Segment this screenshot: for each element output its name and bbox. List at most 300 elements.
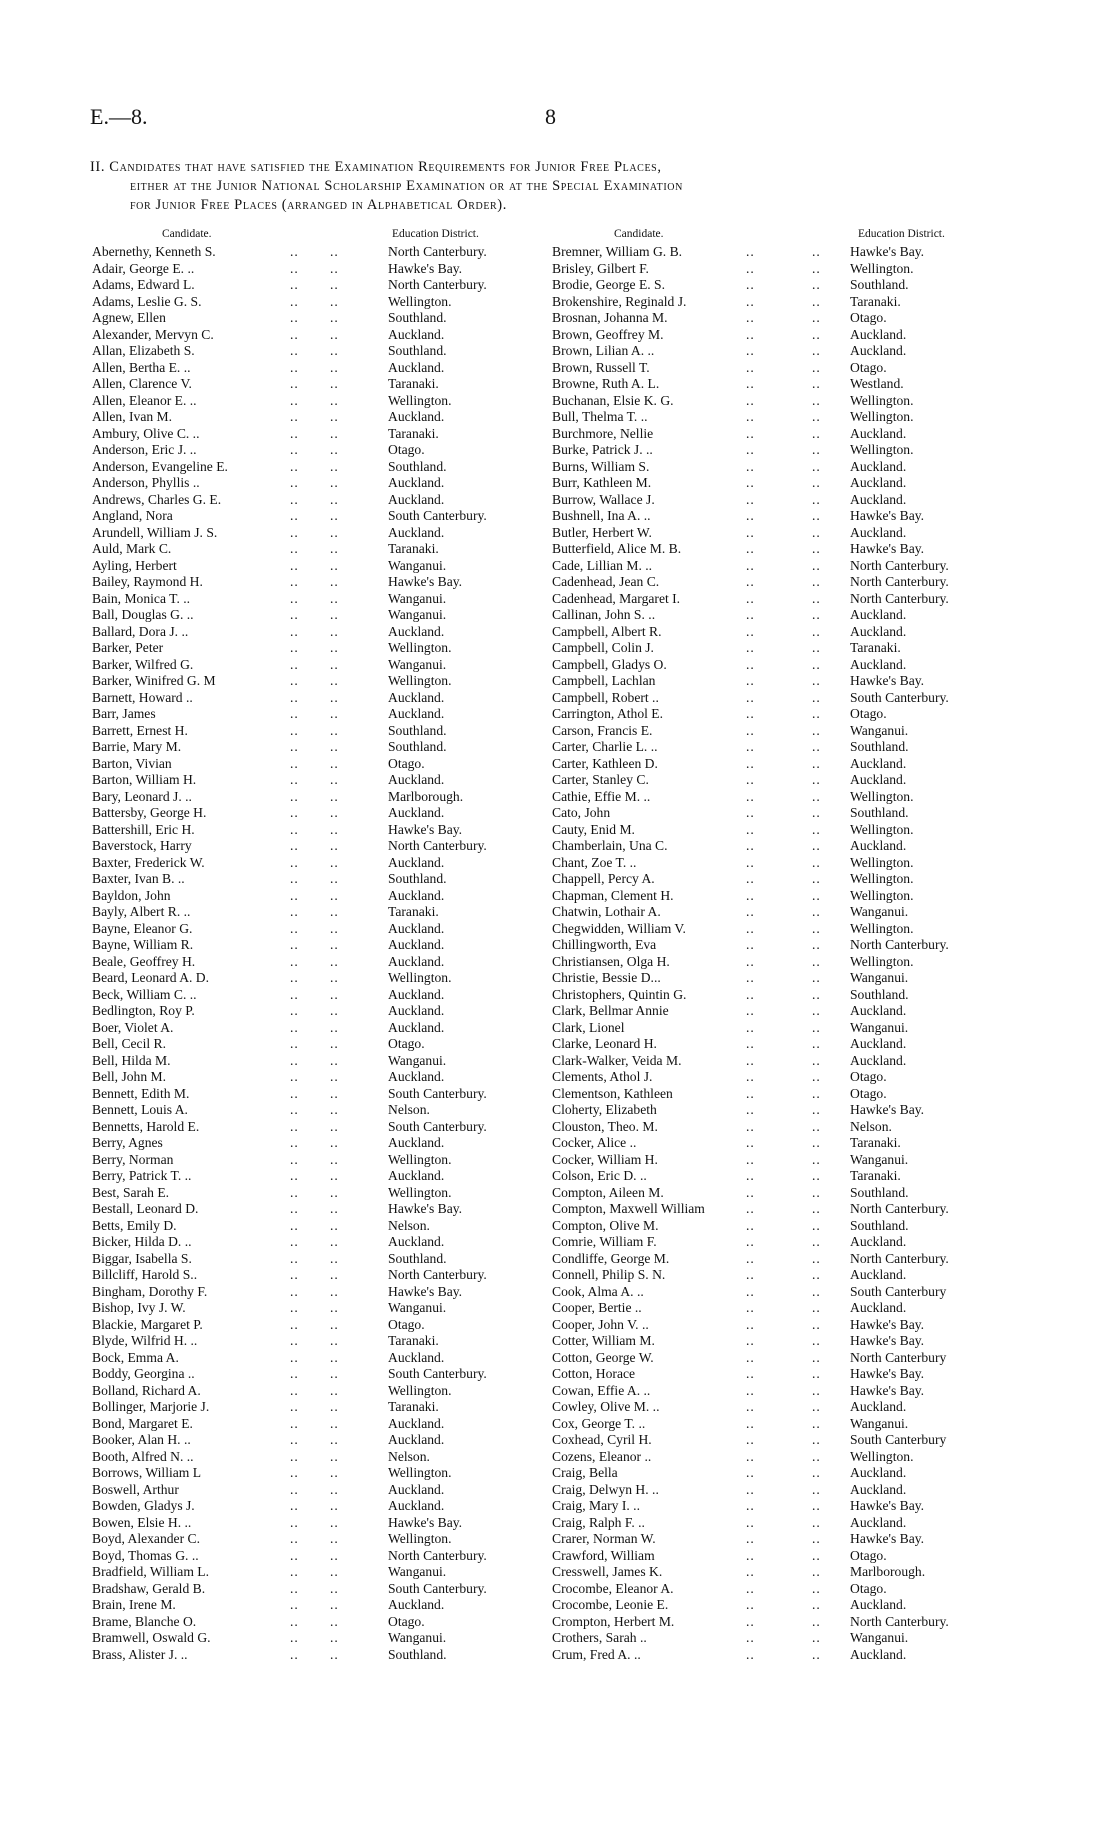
candidate-name: Bary, Leonard J. .. bbox=[92, 788, 192, 804]
candidate-name: Chappell, Percy A. bbox=[552, 871, 655, 886]
leader-dots: .. bbox=[746, 1580, 755, 1596]
list-item bbox=[92, 492, 552, 509]
education-district: Auckland. bbox=[388, 1168, 445, 1183]
candidate-name: Adams, Leslie G. S. bbox=[92, 293, 202, 309]
leader-dots: .. bbox=[746, 1613, 755, 1629]
leader-dots: .. bbox=[746, 1003, 755, 1018]
candidate-name: Campbell, Lachlan bbox=[552, 673, 656, 688]
candidate-name: Colson, Eric D. .. bbox=[552, 1168, 647, 1183]
leader-dots: .. bbox=[290, 1382, 299, 1398]
education-district: Southland. bbox=[850, 277, 909, 292]
list-item bbox=[92, 1036, 552, 1053]
leader-dots: .. bbox=[812, 1250, 821, 1266]
leader-dots: .. bbox=[290, 1135, 299, 1150]
candidate-name: Barrett, Ernest H. bbox=[92, 722, 188, 738]
leader-dots: .. bbox=[746, 1415, 755, 1431]
candidate-name: Barrie, Mary M. bbox=[92, 739, 182, 754]
education-district: South Canterbury. bbox=[388, 508, 487, 523]
candidate-name: Allen, Clarence V. bbox=[92, 376, 192, 391]
leader-dots: .. bbox=[290, 326, 299, 342]
candidate-name: Crocombe, Leonie E. bbox=[552, 1597, 669, 1612]
education-district: Hawke's Bay. bbox=[850, 1316, 925, 1332]
candidate-name: Chatwin, Lothair A. bbox=[552, 904, 661, 919]
list-item bbox=[92, 1234, 552, 1251]
candidate-name: Carter, Kathleen D. bbox=[552, 755, 658, 771]
list-item bbox=[92, 1614, 552, 1631]
leader-dots: .. bbox=[746, 1547, 755, 1563]
education-district: Hawke's Bay. bbox=[850, 1498, 925, 1513]
education-district: South Canterbury. bbox=[388, 1580, 487, 1596]
candidate-name: Christiansen, Olga H. bbox=[552, 953, 670, 969]
candidate-name: Cauty, Enid M. bbox=[552, 821, 635, 837]
leader-dots: .. bbox=[330, 706, 339, 721]
leader-dots: .. bbox=[330, 689, 339, 705]
leader-dots: .. bbox=[290, 937, 299, 952]
education-district: Auckland. bbox=[850, 1267, 907, 1282]
candidate-name: Ball, Douglas G. .. bbox=[92, 607, 194, 622]
candidate-name: Clark, Bellmar Annie bbox=[552, 1003, 669, 1018]
list-item bbox=[92, 310, 552, 327]
column-header bbox=[92, 228, 552, 244]
education-district: Marlborough. bbox=[850, 1564, 926, 1579]
candidate-name: Bushnell, Ina A. .. bbox=[552, 508, 651, 523]
leader-dots: .. bbox=[330, 1201, 339, 1216]
candidate-name: Bennett, Edith M. bbox=[92, 1085, 190, 1101]
candidate-name: Bradshaw, Gerald B. bbox=[92, 1580, 206, 1596]
candidate-name: Barnett, Howard .. bbox=[92, 689, 193, 705]
list-item bbox=[92, 624, 552, 641]
leader-dots: .. bbox=[812, 260, 821, 276]
leader-dots: .. bbox=[290, 277, 299, 292]
candidate-name: Craig, Ralph F. .. bbox=[552, 1514, 645, 1530]
education-district: Wanganui. bbox=[850, 970, 909, 985]
leader-dots: .. bbox=[746, 904, 755, 919]
leader-dots: .. bbox=[812, 689, 821, 705]
list-item bbox=[92, 1300, 552, 1317]
candidate-name: Clark, Lionel bbox=[552, 1019, 625, 1035]
leader-dots: .. bbox=[290, 508, 299, 523]
right-list bbox=[552, 244, 1012, 1663]
education-district: Auckland. bbox=[850, 343, 907, 358]
education-district: North Canterbury. bbox=[850, 1201, 949, 1216]
education-district: Wellington. bbox=[850, 1448, 914, 1464]
candidate-name: Alexander, Mervyn C. bbox=[92, 326, 214, 342]
leader-dots: .. bbox=[746, 1102, 755, 1117]
leader-dots: .. bbox=[290, 871, 299, 886]
leader-dots: .. bbox=[330, 376, 339, 391]
candidate-name: Allan, Elizabeth S. bbox=[92, 343, 195, 358]
leader-dots: .. bbox=[746, 673, 755, 688]
education-district: Otago. bbox=[388, 1316, 425, 1332]
list-item bbox=[92, 805, 552, 822]
leader-dots: .. bbox=[812, 1168, 821, 1183]
candidate-name: Angland, Nora bbox=[92, 508, 173, 523]
leader-dots: .. bbox=[330, 1085, 339, 1101]
education-district: Wellington. bbox=[388, 1382, 452, 1398]
leader-dots: .. bbox=[290, 1300, 299, 1315]
leader-dots: .. bbox=[812, 392, 821, 408]
leader-dots: .. bbox=[812, 491, 821, 507]
leader-dots: .. bbox=[746, 1036, 755, 1051]
list-item bbox=[552, 343, 1012, 360]
leader-dots: .. bbox=[330, 656, 339, 672]
leader-dots: .. bbox=[290, 1613, 299, 1629]
leader-dots: .. bbox=[812, 1366, 821, 1381]
list-item bbox=[92, 855, 552, 872]
list-item bbox=[552, 888, 1012, 905]
education-district: North Canterbury. bbox=[850, 574, 949, 589]
leader-dots: .. bbox=[746, 541, 755, 556]
education-district: Southland. bbox=[850, 986, 909, 1002]
leader-dots: .. bbox=[330, 821, 339, 837]
leader-dots: .. bbox=[330, 1580, 339, 1596]
candidate-name: Adair, George E. .. bbox=[92, 260, 195, 276]
leader-dots: .. bbox=[746, 1432, 755, 1447]
leader-dots: .. bbox=[330, 326, 339, 342]
candidate-name: Chillingworth, Eva bbox=[552, 937, 657, 952]
leader-dots: .. bbox=[330, 1448, 339, 1464]
list-item bbox=[552, 409, 1012, 426]
leader-dots: .. bbox=[746, 574, 755, 589]
education-district: Wanganui. bbox=[388, 1300, 447, 1315]
candidate-name: Best, Sarah E. bbox=[92, 1184, 170, 1200]
leader-dots: .. bbox=[746, 1630, 755, 1645]
leader-dots: .. bbox=[812, 1448, 821, 1464]
education-district: Wellington. bbox=[850, 392, 914, 408]
education-district: Wellington. bbox=[850, 887, 914, 903]
education-district: Otago. bbox=[850, 310, 887, 325]
list-item bbox=[552, 1036, 1012, 1053]
education-district: Wanganui. bbox=[388, 1630, 447, 1645]
leader-dots: .. bbox=[812, 755, 821, 771]
leader-dots: .. bbox=[812, 1432, 821, 1447]
candidate-name: Agnew, Ellen bbox=[92, 310, 166, 325]
leader-dots: .. bbox=[812, 1630, 821, 1645]
list-item bbox=[92, 327, 552, 344]
education-district: Hawke's Bay. bbox=[850, 1102, 925, 1117]
leader-dots: .. bbox=[330, 1646, 339, 1662]
leader-dots: .. bbox=[290, 640, 299, 655]
leader-dots: .. bbox=[746, 1448, 755, 1464]
leader-dots: .. bbox=[330, 920, 339, 936]
list-item bbox=[92, 1366, 552, 1383]
candidate-name: Carter, Stanley C. bbox=[552, 772, 649, 787]
leader-dots: .. bbox=[290, 1514, 299, 1530]
candidate-name: Brosnan, Johanna M. bbox=[552, 310, 668, 325]
leader-dots: .. bbox=[330, 1564, 339, 1579]
leader-dots: .. bbox=[330, 442, 339, 457]
list-item bbox=[92, 360, 552, 377]
education-district: North Canterbury. bbox=[388, 1267, 487, 1282]
list-item bbox=[552, 1020, 1012, 1037]
education-district: Wellington. bbox=[850, 920, 914, 936]
candidate-name: Brokenshire, Reginald J. bbox=[552, 293, 687, 309]
education-district: Otago. bbox=[388, 755, 425, 771]
leader-dots: .. bbox=[812, 788, 821, 804]
leader-dots: .. bbox=[746, 772, 755, 787]
leader-dots: .. bbox=[290, 1465, 299, 1480]
leader-dots: .. bbox=[290, 689, 299, 705]
education-district: Taranaki. bbox=[388, 904, 439, 919]
education-district: Otago. bbox=[850, 706, 887, 721]
leader-dots: .. bbox=[746, 326, 755, 342]
list-item bbox=[92, 871, 552, 888]
list-item bbox=[552, 1267, 1012, 1284]
education-district: Auckland. bbox=[850, 1646, 907, 1662]
leader-dots: .. bbox=[330, 277, 339, 292]
education-district: Southland. bbox=[388, 343, 447, 358]
candidate-name: Craig, Bella bbox=[552, 1465, 618, 1480]
list-item bbox=[92, 1350, 552, 1367]
candidate-name: Brown, Lilian A. .. bbox=[552, 343, 655, 358]
candidate-name: Bedlington, Roy P. bbox=[92, 1003, 195, 1018]
list-item bbox=[552, 558, 1012, 575]
leader-dots: .. bbox=[290, 343, 299, 358]
list-item bbox=[92, 1168, 552, 1185]
education-district: Wanganui. bbox=[388, 1564, 447, 1579]
list-item bbox=[92, 706, 552, 723]
leader-dots: .. bbox=[746, 788, 755, 804]
leader-dots: .. bbox=[746, 1399, 755, 1414]
leader-dots: .. bbox=[746, 1184, 755, 1200]
leader-dots: .. bbox=[330, 1234, 339, 1249]
candidate-name: Abernethy, Kenneth S. bbox=[92, 244, 216, 259]
list-item bbox=[92, 921, 552, 938]
leader-dots: .. bbox=[290, 1217, 299, 1233]
education-district: Otago. bbox=[850, 359, 887, 375]
education-district: Hawke's Bay. bbox=[388, 260, 463, 276]
candidate-name: Cox, George T. .. bbox=[552, 1415, 646, 1431]
leader-dots: .. bbox=[290, 986, 299, 1002]
leader-dots: .. bbox=[330, 673, 339, 688]
list-item bbox=[92, 426, 552, 443]
list-item bbox=[552, 723, 1012, 740]
candidate-header: Candidate. bbox=[162, 228, 212, 240]
leader-dots: .. bbox=[812, 1514, 821, 1530]
candidate-name: Chegwidden, William V. bbox=[552, 920, 686, 936]
leader-dots: .. bbox=[290, 1234, 299, 1249]
leader-dots: .. bbox=[812, 541, 821, 556]
column-header bbox=[552, 228, 1012, 244]
leader-dots: .. bbox=[746, 1300, 755, 1315]
candidate-name: Brown, Geoffrey M. bbox=[552, 326, 664, 342]
education-district: Otago. bbox=[388, 1613, 425, 1629]
education-district: Auckland. bbox=[388, 1415, 445, 1431]
list-item bbox=[552, 1053, 1012, 1070]
education-district: South Canterbury bbox=[850, 1283, 947, 1299]
leader-dots: .. bbox=[812, 871, 821, 886]
leader-dots: .. bbox=[746, 557, 755, 573]
candidate-name: Borrows, William L bbox=[92, 1465, 202, 1480]
education-district: Taranaki. bbox=[388, 376, 439, 391]
list-item bbox=[552, 690, 1012, 707]
list-item bbox=[552, 838, 1012, 855]
education-district: South Canterbury. bbox=[850, 689, 949, 705]
leader-dots: .. bbox=[330, 1250, 339, 1266]
education-district: Auckland. bbox=[850, 326, 907, 342]
education-district: North Canterbury. bbox=[850, 937, 949, 952]
leader-dots: .. bbox=[812, 805, 821, 820]
list-item bbox=[552, 393, 1012, 410]
left-column bbox=[92, 228, 552, 1663]
leader-dots: .. bbox=[290, 1498, 299, 1513]
leader-dots: .. bbox=[330, 293, 339, 309]
education-district: Wanganui. bbox=[850, 1019, 909, 1035]
candidate-name: Blackie, Margaret P. bbox=[92, 1316, 203, 1332]
candidate-name: Cotton, George W. bbox=[552, 1349, 654, 1365]
list-item bbox=[552, 739, 1012, 756]
leader-dots: .. bbox=[812, 425, 821, 441]
leader-dots: .. bbox=[812, 409, 821, 424]
leader-dots: .. bbox=[330, 805, 339, 820]
list-item bbox=[92, 1201, 552, 1218]
list-item bbox=[92, 1630, 552, 1647]
candidate-name: Connell, Philip S. N. bbox=[552, 1267, 666, 1282]
leader-dots: .. bbox=[812, 1069, 821, 1084]
education-district: Taranaki. bbox=[850, 293, 901, 309]
leader-dots: .. bbox=[812, 1102, 821, 1117]
candidate-name: Boyd, Alexander C. bbox=[92, 1531, 200, 1546]
candidate-name: Barker, Wilfred G. bbox=[92, 656, 194, 672]
leader-dots: .. bbox=[746, 1201, 755, 1216]
leader-dots: .. bbox=[330, 1415, 339, 1431]
education-district: Southland. bbox=[388, 722, 447, 738]
left-list bbox=[92, 244, 552, 1663]
education-district: Auckland. bbox=[850, 755, 907, 771]
education-district: Nelson. bbox=[388, 1448, 430, 1464]
leader-dots: .. bbox=[746, 970, 755, 985]
leader-dots: .. bbox=[330, 590, 339, 606]
education-district: Taranaki. bbox=[388, 1333, 439, 1348]
education-district: North Canterbury. bbox=[388, 1547, 487, 1563]
district-header: Education District. bbox=[858, 228, 945, 240]
list-item bbox=[552, 1449, 1012, 1466]
leader-dots: .. bbox=[746, 590, 755, 606]
leader-dots: .. bbox=[290, 1201, 299, 1216]
leader-dots: .. bbox=[812, 706, 821, 721]
education-district: Auckland. bbox=[850, 524, 907, 540]
page-number: 8 bbox=[545, 104, 556, 129]
leader-dots: .. bbox=[812, 673, 821, 688]
candidate-name: Booth, Alfred N. .. bbox=[92, 1448, 194, 1464]
education-district: Taranaki. bbox=[850, 1135, 901, 1150]
leader-dots: .. bbox=[330, 755, 339, 771]
leader-dots: .. bbox=[330, 1283, 339, 1299]
leader-dots: .. bbox=[746, 1366, 755, 1381]
list-item bbox=[92, 459, 552, 476]
education-district: Southland. bbox=[388, 458, 447, 474]
education-district: Auckland. bbox=[850, 838, 907, 853]
candidate-name: Boddy, Georgina .. bbox=[92, 1366, 195, 1381]
leader-dots: .. bbox=[812, 821, 821, 837]
leader-dots: .. bbox=[290, 854, 299, 870]
education-district: Wanganui. bbox=[388, 590, 447, 606]
leader-dots: .. bbox=[812, 1465, 821, 1480]
candidate-name: Bayly, Albert R. .. bbox=[92, 904, 191, 919]
list-item bbox=[552, 1647, 1012, 1664]
candidate-name: Cadenhead, Jean C. bbox=[552, 574, 660, 589]
candidate-name: Burchmore, Nellie bbox=[552, 425, 654, 441]
education-district: Otago. bbox=[850, 1547, 887, 1563]
list-item bbox=[92, 1449, 552, 1466]
candidate-name: Callinan, John S. .. bbox=[552, 607, 656, 622]
education-district: Nelson. bbox=[388, 1217, 430, 1233]
leader-dots: .. bbox=[330, 788, 339, 804]
education-district: Southland. bbox=[850, 1184, 909, 1200]
leader-dots: .. bbox=[330, 1531, 339, 1546]
leader-dots: .. bbox=[812, 1399, 821, 1414]
leader-dots: .. bbox=[330, 1184, 339, 1200]
leader-dots: .. bbox=[746, 1019, 755, 1035]
leader-dots: .. bbox=[330, 1151, 339, 1167]
leader-dots: .. bbox=[290, 1333, 299, 1348]
page-reference: E.—8. bbox=[90, 104, 148, 129]
leader-dots: .. bbox=[290, 739, 299, 754]
leader-dots: .. bbox=[330, 541, 339, 556]
candidate-name: Campbell, Albert R. bbox=[552, 623, 662, 639]
candidate-name: Bull, Thelma T. .. bbox=[552, 409, 648, 424]
education-district: Hawke's Bay. bbox=[850, 541, 925, 556]
education-district: Auckland. bbox=[850, 1234, 907, 1249]
leader-dots: .. bbox=[746, 1382, 755, 1398]
candidate-name: Coxhead, Cyril H. bbox=[552, 1432, 652, 1447]
list-item bbox=[92, 1086, 552, 1103]
education-district: Auckland. bbox=[388, 953, 445, 969]
leader-dots: .. bbox=[290, 1531, 299, 1546]
candidate-name: Ayling, Herbert bbox=[92, 557, 177, 573]
leader-dots: .. bbox=[812, 739, 821, 754]
list-item bbox=[92, 1185, 552, 1202]
education-district: North Canterbury. bbox=[388, 244, 487, 259]
leader-dots: .. bbox=[812, 607, 821, 622]
candidate-name: Craig, Mary I. .. bbox=[552, 1498, 640, 1513]
list-item bbox=[92, 1515, 552, 1532]
leader-dots: .. bbox=[330, 1366, 339, 1381]
list-item bbox=[552, 459, 1012, 476]
education-district: North Canterbury. bbox=[850, 557, 949, 573]
list-item bbox=[92, 1482, 552, 1499]
leader-dots: .. bbox=[290, 260, 299, 276]
list-item bbox=[552, 1185, 1012, 1202]
list-item bbox=[92, 508, 552, 525]
leader-dots: .. bbox=[812, 1382, 821, 1398]
education-district: Auckland. bbox=[850, 1481, 907, 1497]
leader-dots: .. bbox=[746, 1234, 755, 1249]
education-district: Auckland. bbox=[850, 491, 907, 507]
leader-dots: .. bbox=[290, 1646, 299, 1662]
candidate-name: Clements, Athol J. bbox=[552, 1069, 653, 1084]
leader-dots: .. bbox=[812, 1580, 821, 1596]
candidate-name: Auld, Mark C. bbox=[92, 541, 172, 556]
candidate-name: Cowan, Effie A. .. bbox=[552, 1382, 651, 1398]
leader-dots: .. bbox=[290, 458, 299, 474]
candidate-name: Brain, Irene M. bbox=[92, 1597, 176, 1612]
leader-dots: .. bbox=[290, 772, 299, 787]
leader-dots: .. bbox=[812, 1151, 821, 1167]
education-district: Hawke's Bay. bbox=[388, 1283, 463, 1299]
leader-dots: .. bbox=[290, 1630, 299, 1645]
education-district: South Canterbury. bbox=[388, 1118, 487, 1134]
education-district: Wellington. bbox=[850, 854, 914, 870]
leader-dots: .. bbox=[746, 293, 755, 309]
leader-dots: .. bbox=[330, 953, 339, 969]
leader-dots: .. bbox=[290, 607, 299, 622]
list-item bbox=[92, 261, 552, 278]
education-district: Southland. bbox=[388, 1646, 447, 1662]
candidate-name: Bell, Cecil R. bbox=[92, 1036, 167, 1051]
candidate-name: Allen, Ivan M. bbox=[92, 409, 173, 424]
leader-dots: .. bbox=[812, 1217, 821, 1233]
